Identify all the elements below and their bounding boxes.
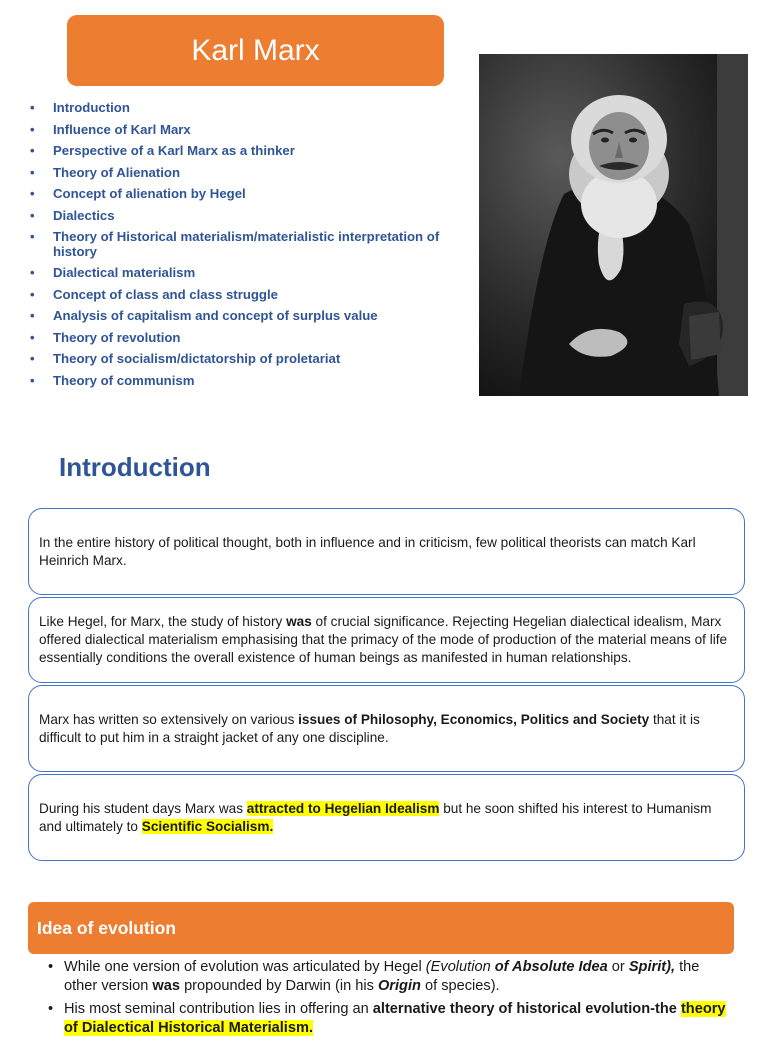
- bullet-icon: •: [30, 164, 35, 180]
- bullet-icon: •: [30, 286, 35, 302]
- toc-item-label: Concept of alienation by Hegel: [53, 186, 246, 201]
- bullet-icon: •: [30, 207, 35, 223]
- section-bar-idea-of-evolution: [28, 902, 734, 954]
- title-banner: [67, 15, 444, 86]
- toc-item[interactable]: [30, 374, 462, 389]
- toc-item-label: Theory of revolution: [53, 329, 181, 345]
- page-title: Karl Marx: [191, 33, 320, 67]
- toc-item-label: Concept of class and class struggle: [53, 286, 278, 302]
- bullet-icon: •: [30, 100, 35, 115]
- toc-item-label: Theory of Alienation: [53, 164, 180, 180]
- toc-item[interactable]: [30, 230, 462, 259]
- highlighted-text: theory of Dialectical Historical Materialism.: [64, 1001, 726, 1036]
- intro-card: [28, 685, 745, 772]
- toc-item[interactable]: [30, 266, 462, 281]
- toc-item[interactable]: [30, 123, 462, 138]
- section-bar-title: Idea of evolution: [37, 917, 177, 938]
- toc-item[interactable]: [30, 187, 462, 202]
- bullet-icon: •: [30, 351, 35, 366]
- toc-item-label: Dialectical materialism: [53, 265, 196, 280]
- highlighted-text: Scientific Socialism.: [141, 818, 274, 834]
- toc-item-label: Analysis of capitalism and concept of surplus value: [53, 308, 378, 323]
- intro-card: [28, 508, 745, 595]
- bullet-icon: •: [30, 186, 35, 201]
- toc-item-label: Influence of Karl Marx: [53, 121, 191, 137]
- toc-item[interactable]: [30, 166, 462, 181]
- bullet-icon: •: [30, 372, 35, 388]
- toc-item[interactable]: [30, 288, 462, 303]
- portrait-illustration: [479, 54, 748, 396]
- list-item: • His most seminal contribution lies in offering an alternative theory of historical evolution-the theory of Dialectical Historical Materialism.: [48, 1001, 726, 1036]
- toc-item-label: Theory of Historical materialism/materialistic interpretation of history: [53, 229, 440, 259]
- bullet-icon: •: [30, 143, 35, 158]
- portrait-photo: [479, 54, 748, 396]
- card-text: In the entire history of political thought, both in influence and in criticism, few political theorists can match Karl Heinrich Marx.: [39, 534, 696, 568]
- intro-card: [28, 774, 745, 861]
- evolution-bullets: [48, 958, 728, 1042]
- toc-item[interactable]: [30, 331, 462, 346]
- bullet-icon: •: [30, 265, 35, 280]
- toc-item[interactable]: [30, 352, 462, 367]
- toc-item[interactable]: [30, 101, 462, 116]
- highlighted-text: attracted to Hegelian Idealism: [246, 800, 440, 816]
- toc-item[interactable]: [30, 209, 462, 224]
- bullet-icon: •: [48, 959, 54, 975]
- section-heading-introduction: Introduction: [59, 452, 211, 482]
- toc-item-label: Perspective of a Karl Marx as a thinker: [53, 143, 295, 158]
- toc-item-label: Introduction: [53, 100, 130, 115]
- intro-card: [28, 597, 745, 683]
- bullet-icon: •: [30, 329, 35, 345]
- bullet-icon: •: [30, 121, 35, 137]
- toc-item-label: Theory of communism: [53, 372, 195, 388]
- table-of-contents: [30, 101, 462, 395]
- toc-item-label: Dialectics: [53, 207, 115, 223]
- card-text: During his student days Marx was attracted to Hegelian Idealism but he soon shifted his interest to Humanism and ultimately to Scientific Socialism.: [39, 800, 712, 834]
- bullet-icon: •: [30, 229, 35, 244]
- bullet-icon: •: [30, 308, 35, 323]
- bullet-icon: •: [48, 1001, 54, 1017]
- toc-item[interactable]: [30, 144, 462, 159]
- card-text: Marx has written so extensively on various issues of Philosophy, Economics, Politics and Society that it is difficult to put him in a straight jacket of any one discipline.: [39, 711, 700, 745]
- toc-item[interactable]: [30, 309, 462, 324]
- list-item: • While one version of evolution was articulated by Hegel (Evolution of Absolute Idea or Spirit), the other version was propounded by Darwin (in his Origin of species).: [48, 959, 700, 994]
- card-text: Like Hegel, for Marx, the study of history was of crucial significance. Rejecting Hegelian dialectical idealism, Marx offered dialectical materialism emphasising that the primacy of the mode of production of the material means of life essentially conditions the overall existence of human beings as manifested in human relationships.: [39, 614, 728, 665]
- toc-item-label: Theory of socialism/dictatorship of proletariat: [53, 351, 341, 366]
